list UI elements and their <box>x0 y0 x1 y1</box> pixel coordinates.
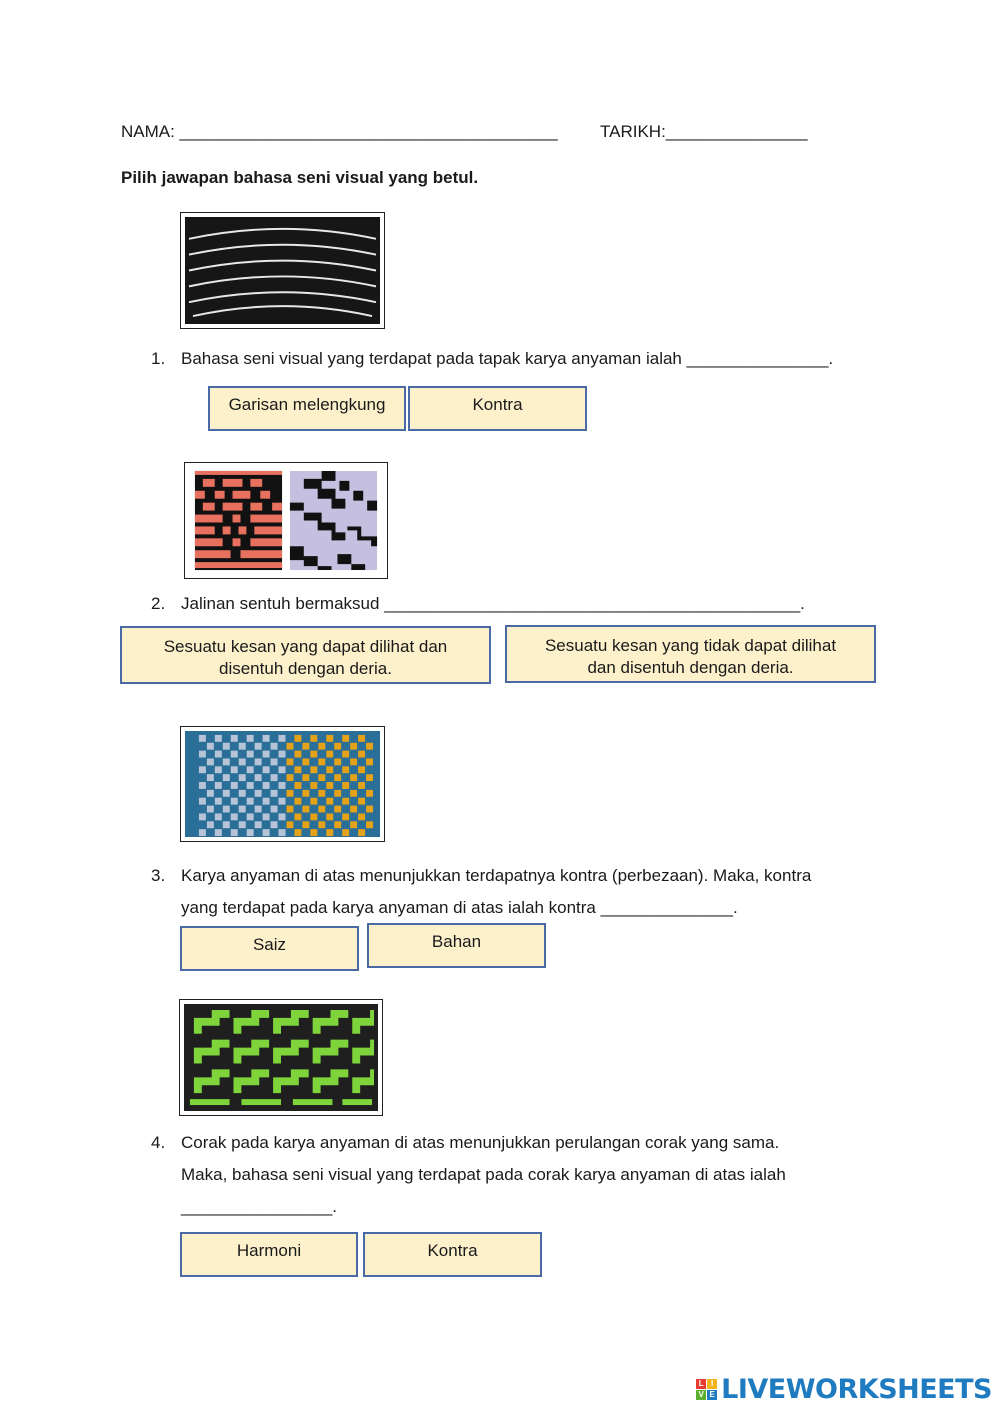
date-field-label: TARIKH:_______________ <box>600 122 808 141</box>
q2-option-dapat-dilihat[interactable] <box>120 626 491 684</box>
q2-option-2-line-2: dan disentuh dengan deria. <box>587 657 794 677</box>
repeating-pattern-weaving-image <box>179 999 383 1116</box>
q2-option-tidak-dapat-dilihat[interactable] <box>505 625 876 683</box>
question-1-text: Bahasa seni visual yang terdapat pada tapak karya anyaman ialah _______________. <box>181 349 834 368</box>
question-4-text-line-2: Maka, bahasa seni visual yang terdapat pada corak karya anyaman di atas ialah <box>181 1165 786 1184</box>
q1-option-garisan-melengkung[interactable]: Garisan melengkung <box>208 386 406 431</box>
contrast-weaving-image <box>180 726 385 842</box>
q2-option-2-line-1: Sesuatu kesan yang tidak dapat dilihat <box>544 635 837 655</box>
question-2-text: Jalinan sentuh bermaksud ____________________________________________. <box>181 594 805 613</box>
question-1-number: 1. <box>151 349 166 368</box>
q2-option-1-line-2: disentuh dengan deria. <box>219 659 392 678</box>
question-3-text-line-1: Karya anyaman di atas menunjukkan terdapatnya kontra (perbezaan). Maka, kontra <box>181 866 812 885</box>
q2-option-1-line-1: Sesuatu kesan yang dapat dilihat dan <box>163 637 448 656</box>
question-2-number: 2. <box>151 594 166 613</box>
q3-option-bahan[interactable]: Bahan <box>367 923 546 968</box>
instruction-text: Pilih jawapan bahasa seni visual yang betul. <box>121 168 479 187</box>
curved-lines-weaving-image <box>180 212 385 329</box>
liveworksheets-logo <box>696 1374 992 1405</box>
question-3-text-line-2: yang terdapat pada karya anyaman di atas ialah kontra ______________. <box>181 898 738 917</box>
question-3-number: 3. <box>151 866 166 885</box>
question-4-text-line-1: Corak pada karya anyaman di atas menunjukkan perulangan corak yang sama. <box>181 1133 780 1152</box>
liveworksheets-logo-mark: L I V E <box>696 1379 717 1400</box>
question-4-text-line-3: ________________. <box>181 1197 337 1216</box>
textured-weaving-image <box>184 462 388 579</box>
q4-option-harmoni[interactable]: Harmoni <box>180 1232 358 1277</box>
question-4-number: 4. <box>151 1133 166 1152</box>
liveworksheets-logo-text: LIVEWORKSHEETS <box>721 1374 992 1405</box>
q1-option-kontra[interactable]: Kontra <box>408 386 587 431</box>
q4-option-kontra[interactable]: Kontra <box>363 1232 542 1277</box>
name-field-label: NAMA: ________________________________________ <box>121 122 558 141</box>
q3-option-saiz[interactable]: Saiz <box>180 926 359 971</box>
